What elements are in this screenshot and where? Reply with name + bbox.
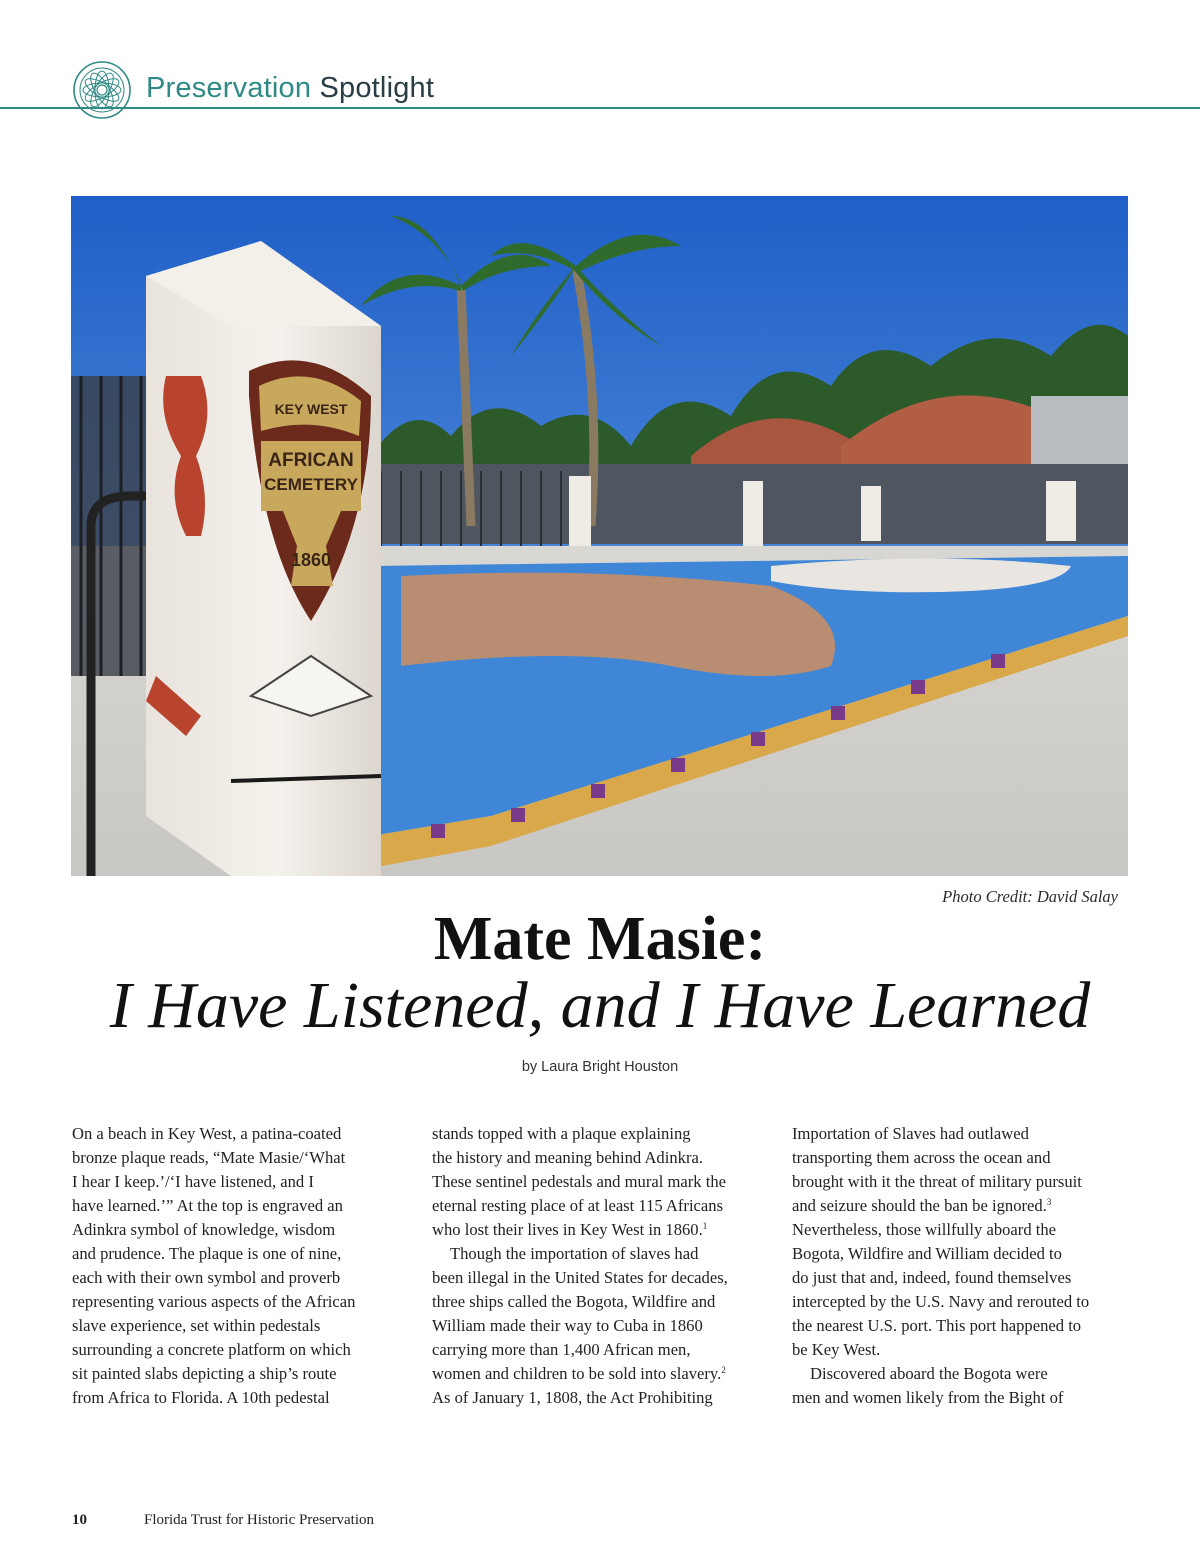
- text-line: surrounding a concrete platform on which: [72, 1340, 351, 1359]
- text-line: brought with it the threat of military pursuit: [792, 1172, 1082, 1191]
- text-line: Discovered aboard the Bogota were: [810, 1364, 1048, 1383]
- text-line: and prudence. The plaque is one of nine,: [72, 1244, 342, 1263]
- publication-name: Florida Trust for Historic Preservation: [144, 1512, 374, 1528]
- text-line: do just that and, indeed, found themselves: [792, 1268, 1072, 1287]
- text-line: representing various aspects of the African: [72, 1292, 356, 1311]
- text-line: I hear I keep.’/‘I have listened, and I: [72, 1172, 314, 1191]
- text-line: the nearest U.S. port. This port happened to: [792, 1316, 1082, 1335]
- header-rule: [0, 107, 1200, 109]
- text-line-body: women and children to be sold into slavery.: [432, 1364, 722, 1383]
- text-line: each with their own symbol and proverb: [72, 1268, 341, 1287]
- byline: by Laura Bright Houston: [521, 1059, 679, 1075]
- text-line: Bogota, Wildfire and William decided to: [792, 1244, 1062, 1263]
- section-title: [146, 72, 434, 105]
- text-line: Adinkra symbol of knowledge, wisdom: [72, 1220, 336, 1239]
- text-line: men and women likely from the Bight of: [792, 1388, 1064, 1407]
- plaque-line1: KEY WEST: [274, 401, 348, 417]
- footnote-ref: 3: [1046, 1197, 1052, 1207]
- section-title-word1: Preservation: [146, 72, 312, 104]
- text-line: As of January 1, 1808, the Act Prohibiting: [432, 1388, 713, 1407]
- text-line: [792, 1194, 1122, 1218]
- text-line: three ships called the Bogota, Wildfire and: [432, 1292, 716, 1311]
- cemetery-photo: [71, 196, 1128, 876]
- text-line: transporting them across the ocean and: [792, 1148, 1051, 1167]
- plaque-year: 1860: [290, 550, 332, 570]
- text-line: the history and meaning behind Adinkra.: [432, 1148, 703, 1167]
- text-line: Importation of Slaves had outlawed: [792, 1124, 1029, 1143]
- text-line: bronze plaque reads, “Mate Masie/‘What: [72, 1148, 346, 1167]
- text-line: been illegal in the United States for decades,: [432, 1268, 728, 1287]
- page-number: 10: [72, 1512, 87, 1528]
- text-line: stands topped with a plaque explaining: [432, 1124, 691, 1143]
- text-line: On a beach in Key West, a patina-coated: [72, 1124, 342, 1143]
- section-title-word2: Spotlight: [319, 72, 435, 104]
- text-line: [432, 1218, 762, 1242]
- text-line: be Key West.: [792, 1340, 881, 1359]
- text-line: [432, 1362, 762, 1386]
- text-line: have learned.’” At the top is engraved an: [72, 1196, 343, 1215]
- page-footer: [72, 1512, 374, 1529]
- text-line: William made their way to Cuba in 1860: [432, 1316, 703, 1335]
- text-line: These sentinel pedestals and mural mark the: [432, 1172, 726, 1191]
- text-line: Nevertheless, those willfully aboard the: [792, 1220, 1057, 1239]
- footnote-ref: 1: [702, 1221, 708, 1231]
- article-title: Mate Masie:: [433, 905, 767, 973]
- article-subtitle: I Have Listened, and I Have Learned: [109, 969, 1091, 1042]
- text-line: from Africa to Florida. A 10th pedestal: [72, 1388, 330, 1407]
- text-line: carrying more than 1,400 African men,: [432, 1340, 691, 1359]
- text-line-body: who lost their lives in Key West in 1860.: [432, 1220, 703, 1239]
- rosette-logo-icon: [72, 60, 132, 120]
- text-line: sit painted slabs depicting a ship’s route: [72, 1364, 337, 1383]
- footnote-ref: 2: [721, 1365, 726, 1375]
- text-line: intercepted by the U.S. Navy and rerouted to: [792, 1292, 1090, 1311]
- text-line: eternal resting place of at least 115 Africans: [432, 1196, 724, 1215]
- text-line: slave experience, set within pedestals: [72, 1316, 321, 1335]
- article-column-3: [792, 1122, 1122, 1410]
- photo-credit: Photo Credit: David Salay: [942, 887, 1118, 906]
- plaque-line3: CEMETERY: [264, 475, 358, 494]
- text-line-body: and seizure should the ban be ignored.: [792, 1196, 1047, 1215]
- article-column-1: [72, 1122, 402, 1410]
- text-line: Though the importation of slaves had: [450, 1244, 699, 1263]
- plaque-line2: AFRICAN: [268, 450, 354, 471]
- article-column-2: [432, 1122, 762, 1410]
